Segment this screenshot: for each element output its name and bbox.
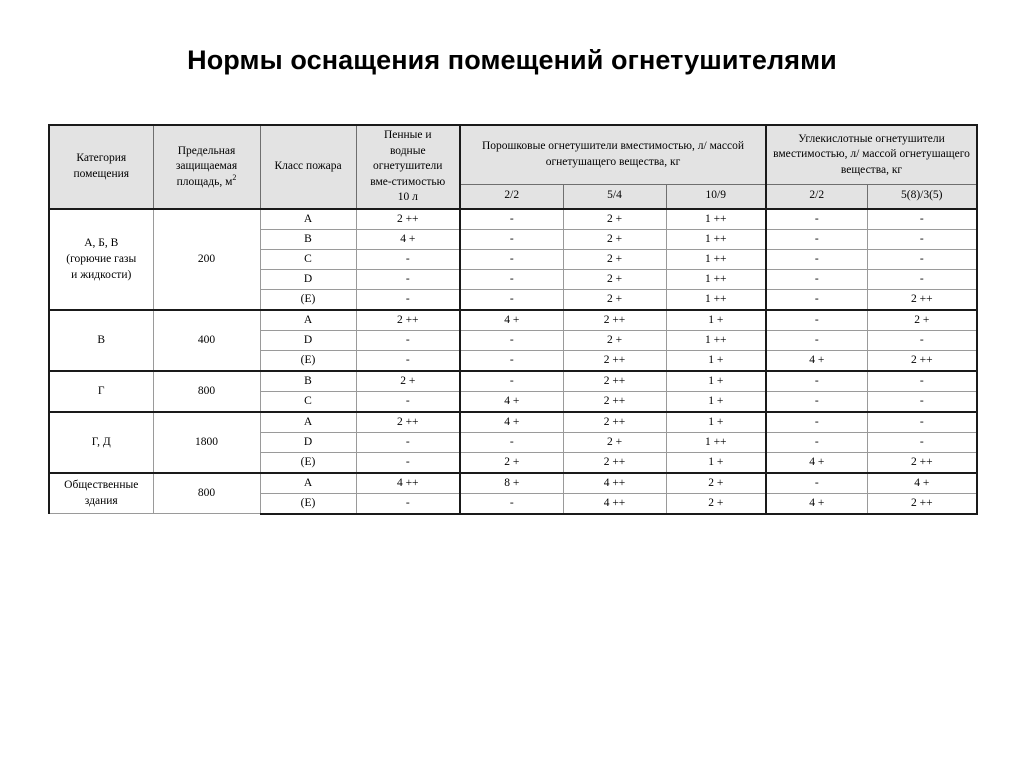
- powder-5-4-cell: 2 ++: [563, 350, 666, 371]
- header-fire-class: Класс пожара: [260, 125, 356, 209]
- co2-2-2-cell: -: [766, 432, 867, 452]
- powder-2-2-cell: -: [460, 229, 563, 249]
- fire-class-cell: D: [260, 269, 356, 289]
- powder-10-9-cell: 1 ++: [666, 289, 766, 310]
- co2-5-8-3-5-cell: -: [867, 432, 977, 452]
- powder-5-4-cell: 2 +: [563, 249, 666, 269]
- powder-5-4-cell: 2 ++: [563, 371, 666, 392]
- powder-2-2-cell: 4 +: [460, 412, 563, 433]
- norms-table-container: [48, 124, 976, 515]
- foam-water-cell: -: [356, 493, 460, 514]
- category-line: В: [97, 334, 106, 346]
- powder-10-9-cell: 1 ++: [666, 269, 766, 289]
- powder-2-2-cell: 2 +: [460, 452, 563, 473]
- co2-5-8-3-5-cell: -: [867, 412, 977, 433]
- category-cell: [49, 473, 153, 514]
- co2-2-2-cell: -: [766, 310, 867, 331]
- co2-2-2-cell: -: [766, 371, 867, 392]
- co2-2-2-cell: -: [766, 412, 867, 433]
- header-powder-2-2: 2/2: [460, 184, 563, 208]
- co2-5-8-3-5-cell: 2 +: [867, 310, 977, 331]
- powder-2-2-cell: -: [460, 330, 563, 350]
- header-foam-line4: вме-стимостью: [370, 175, 446, 188]
- powder-10-9-cell: 1 ++: [666, 249, 766, 269]
- foam-water-cell: -: [356, 432, 460, 452]
- header-foam-line2: водные: [389, 144, 426, 157]
- header-co2-5-8-3-5: 5(8)/3(5): [867, 184, 977, 208]
- category-line: Общественные: [64, 479, 139, 492]
- co2-5-8-3-5-cell: -: [867, 371, 977, 392]
- foam-water-cell: 4 ++: [356, 473, 460, 494]
- powder-2-2-cell: -: [460, 371, 563, 392]
- header-powder-10-9: 10/9: [666, 184, 766, 208]
- max-area-cell: 800: [153, 371, 260, 412]
- co2-5-8-3-5-cell: 4 +: [867, 473, 977, 494]
- category-cell: [49, 310, 153, 371]
- powder-2-2-cell: 4 +: [460, 391, 563, 412]
- powder-10-9-cell: 1 ++: [666, 229, 766, 249]
- powder-5-4-cell: 2 ++: [563, 391, 666, 412]
- powder-5-4-cell: 2 +: [563, 330, 666, 350]
- table-row: [49, 209, 977, 230]
- max-area-cell: 200: [153, 209, 260, 310]
- powder-10-9-cell: 1 +: [666, 412, 766, 433]
- category-line: (горючие газы: [66, 253, 137, 265]
- fire-class-cell: (E): [260, 350, 356, 371]
- powder-5-4-cell: 2 ++: [563, 310, 666, 331]
- co2-2-2-cell: 4 +: [766, 452, 867, 473]
- powder-10-9-cell: 1 ++: [666, 330, 766, 350]
- category-line: Г, Д: [91, 436, 111, 448]
- fire-extinguisher-norms-table: [48, 124, 978, 515]
- co2-2-2-cell: 4 +: [766, 493, 867, 514]
- category-cell: [49, 371, 153, 412]
- header-powder-5-4: 5/4: [563, 184, 666, 208]
- category-line: здания: [84, 495, 118, 508]
- table-header: [49, 125, 977, 209]
- fire-class-cell: A: [260, 310, 356, 331]
- foam-water-cell: 4 +: [356, 229, 460, 249]
- fire-class-cell: B: [260, 229, 356, 249]
- powder-10-9-cell: 1 +: [666, 452, 766, 473]
- powder-2-2-cell: 8 +: [460, 473, 563, 494]
- category-line: Г: [97, 385, 105, 397]
- co2-5-8-3-5-cell: 2 ++: [867, 289, 977, 310]
- powder-5-4-cell: 2 +: [563, 289, 666, 310]
- co2-5-8-3-5-cell: 2 ++: [867, 350, 977, 371]
- co2-5-8-3-5-cell: -: [867, 209, 977, 230]
- header-foam-line5: 10 л: [397, 191, 418, 203]
- max-area-cell: 800: [153, 473, 260, 514]
- header-foam-line1: Пенные и: [383, 129, 432, 141]
- header-foam-line3: огнетушители: [373, 160, 443, 172]
- powder-2-2-cell: -: [460, 432, 563, 452]
- category-line: А, Б, В: [84, 237, 119, 249]
- header-max-area: [153, 125, 260, 209]
- co2-5-8-3-5-cell: -: [867, 229, 977, 249]
- foam-water-cell: 2 ++: [356, 310, 460, 331]
- header-co2-extinguishers-group: Углекислотные огнетушители вместимостью, л/ массой огнетушащего вещества, кг: [766, 125, 977, 184]
- powder-5-4-cell: 2 +: [563, 269, 666, 289]
- fire-class-cell: B: [260, 371, 356, 392]
- table-row: [49, 371, 977, 392]
- fire-class-cell: C: [260, 391, 356, 412]
- fire-class-cell: D: [260, 330, 356, 350]
- co2-2-2-cell: 4 +: [766, 350, 867, 371]
- fire-class-cell: A: [260, 473, 356, 494]
- co2-2-2-cell: -: [766, 269, 867, 289]
- powder-10-9-cell: 2 +: [666, 473, 766, 494]
- table-body: [49, 209, 977, 514]
- powder-10-9-cell: 1 ++: [666, 432, 766, 452]
- co2-5-8-3-5-cell: -: [867, 391, 977, 412]
- header-max-area-line3: площадь, м: [176, 175, 233, 188]
- header-category: Категория помещения: [49, 125, 153, 209]
- fire-class-cell: D: [260, 432, 356, 452]
- foam-water-cell: -: [356, 249, 460, 269]
- co2-5-8-3-5-cell: 2 ++: [867, 493, 977, 514]
- powder-10-9-cell: 1 +: [666, 350, 766, 371]
- co2-5-8-3-5-cell: -: [867, 269, 977, 289]
- fire-class-cell: (E): [260, 493, 356, 514]
- powder-2-2-cell: -: [460, 493, 563, 514]
- category-cell: [49, 209, 153, 310]
- table-row: [49, 412, 977, 433]
- fire-class-cell: C: [260, 249, 356, 269]
- powder-10-9-cell: 1 +: [666, 310, 766, 331]
- foam-water-cell: -: [356, 452, 460, 473]
- table-row: [49, 310, 977, 331]
- powder-2-2-cell: -: [460, 350, 563, 371]
- header-row-main: [49, 125, 977, 184]
- powder-2-2-cell: 4 +: [460, 310, 563, 331]
- foam-water-cell: -: [356, 350, 460, 371]
- header-foam-water-extinguishers: [356, 125, 460, 209]
- header-max-area-superscript: 2: [232, 172, 237, 182]
- foam-water-cell: -: [356, 289, 460, 310]
- powder-10-9-cell: 2 +: [666, 493, 766, 514]
- powder-5-4-cell: 2 ++: [563, 452, 666, 473]
- powder-2-2-cell: -: [460, 249, 563, 269]
- co2-5-8-3-5-cell: -: [867, 330, 977, 350]
- co2-2-2-cell: -: [766, 229, 867, 249]
- powder-2-2-cell: -: [460, 209, 563, 230]
- powder-10-9-cell: 1 +: [666, 391, 766, 412]
- co2-2-2-cell: -: [766, 330, 867, 350]
- foam-water-cell: -: [356, 269, 460, 289]
- powder-5-4-cell: 4 ++: [563, 473, 666, 494]
- co2-5-8-3-5-cell: 2 ++: [867, 452, 977, 473]
- co2-2-2-cell: -: [766, 249, 867, 269]
- header-powder-extinguishers-group: Порошковые огнетушители вместимостью, л/ массой огнетушащего вещества, кг: [460, 125, 766, 184]
- foam-water-cell: -: [356, 391, 460, 412]
- co2-2-2-cell: -: [766, 473, 867, 494]
- foam-water-cell: -: [356, 330, 460, 350]
- foam-water-cell: 2 +: [356, 371, 460, 392]
- powder-2-2-cell: -: [460, 289, 563, 310]
- powder-10-9-cell: 1 ++: [666, 209, 766, 230]
- fire-class-cell: (E): [260, 289, 356, 310]
- co2-2-2-cell: -: [766, 391, 867, 412]
- header-co2-2-2: 2/2: [766, 184, 867, 208]
- category-line: и жидкости): [71, 269, 132, 281]
- max-area-cell: 1800: [153, 412, 260, 473]
- category-cell: [49, 412, 153, 473]
- co2-5-8-3-5-cell: -: [867, 249, 977, 269]
- fire-class-cell: A: [260, 412, 356, 433]
- foam-water-cell: 2 ++: [356, 412, 460, 433]
- powder-5-4-cell: 2 +: [563, 209, 666, 230]
- page-title: Нормы оснащения помещений огнетушителями: [187, 45, 837, 75]
- max-area-cell: 400: [153, 310, 260, 371]
- foam-water-cell: 2 ++: [356, 209, 460, 230]
- fire-class-cell: (E): [260, 452, 356, 473]
- header-max-area-line2: защищаемая: [175, 160, 238, 172]
- powder-2-2-cell: -: [460, 269, 563, 289]
- powder-5-4-cell: 2 ++: [563, 412, 666, 433]
- powder-5-4-cell: 2 +: [563, 229, 666, 249]
- powder-5-4-cell: 2 +: [563, 432, 666, 452]
- powder-10-9-cell: 1 +: [666, 371, 766, 392]
- table-row: [49, 473, 977, 494]
- co2-2-2-cell: -: [766, 289, 867, 310]
- powder-5-4-cell: 4 ++: [563, 493, 666, 514]
- header-max-area-line1: Предельная: [177, 144, 236, 157]
- co2-2-2-cell: -: [766, 209, 867, 230]
- fire-class-cell: A: [260, 209, 356, 230]
